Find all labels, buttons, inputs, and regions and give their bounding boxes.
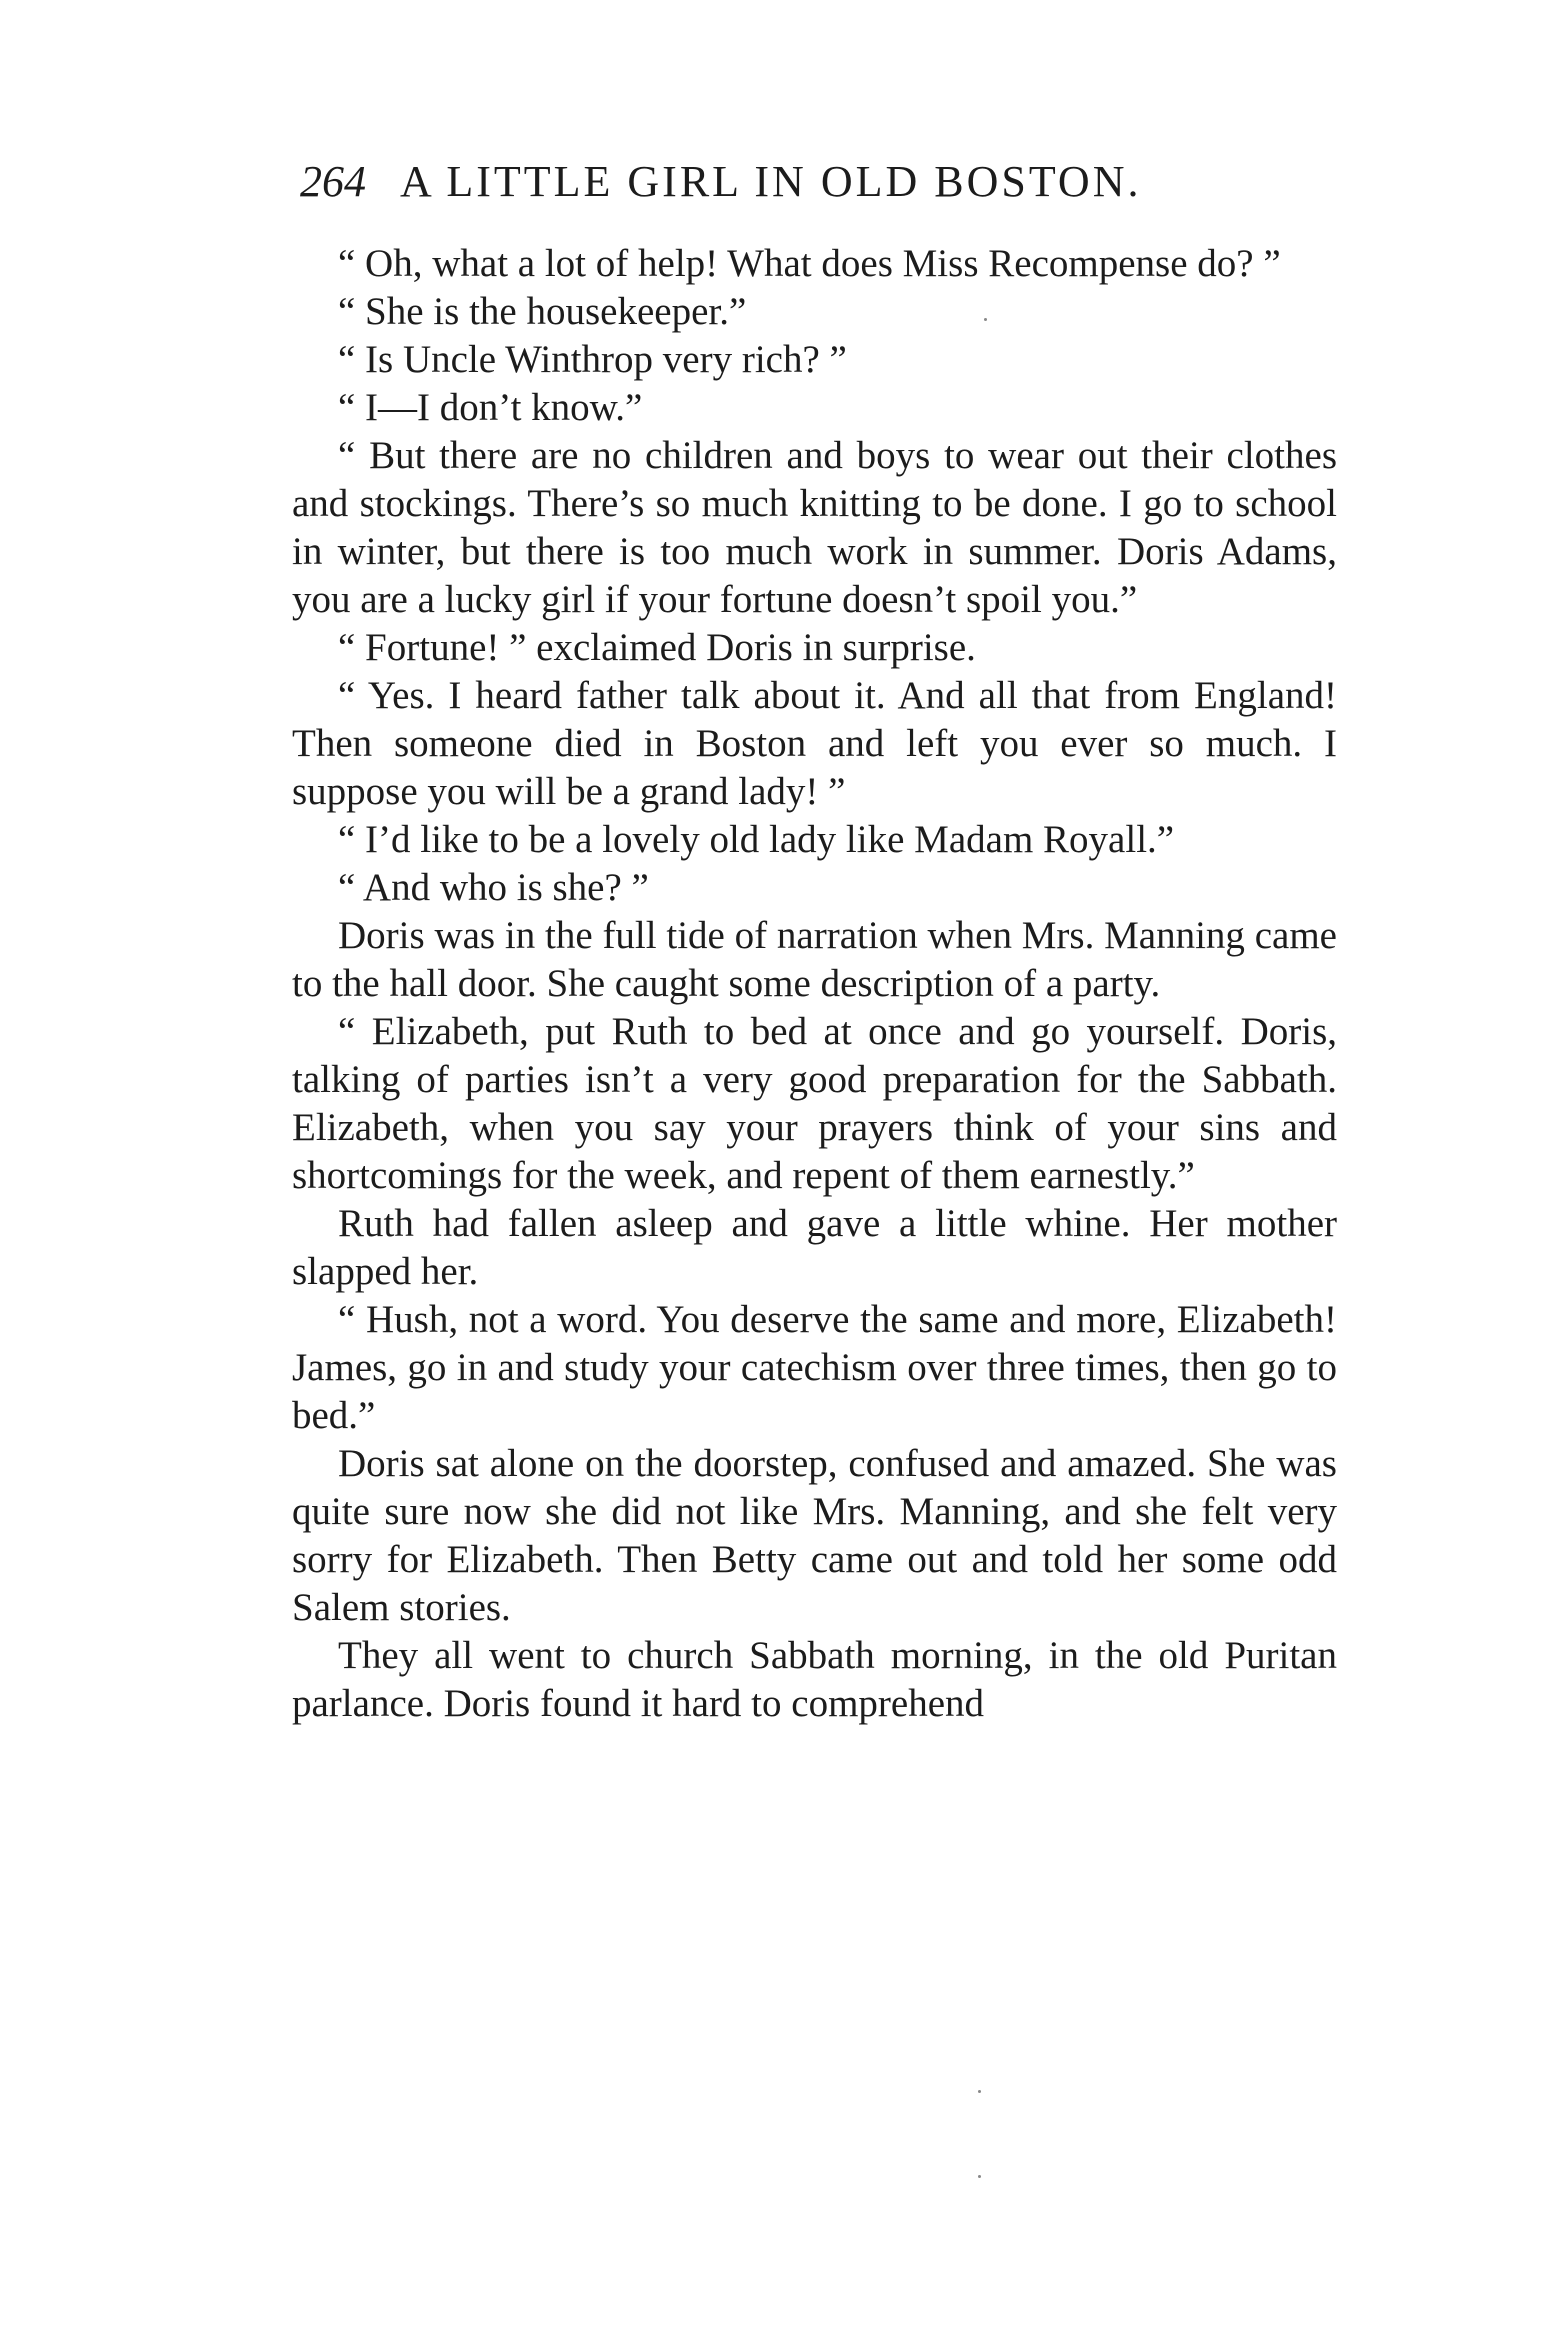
book-title: A LITTLE GIRL IN OLD BOSTON.	[400, 157, 1142, 206]
paragraph: “ Elizabeth, put Ruth to bed at once and go yourself. Doris, talking of parties isn’t a very good preparation for the Sabbath. Elizabeth, when you say your prayers think of your sins and shortcomings for the week, and repent of them earnestly.”	[292, 1010, 1337, 1197]
paragraph: They all went to church Sabbath morning, in the old Puritan parlance. Doris found it hard to comprehend	[292, 1634, 1337, 1725]
paragraph: Doris was in the full tide of narration when Mrs. Manning came to the hall door. She caught some description of a party.	[292, 914, 1337, 1005]
paragraph: “ Oh, what a lot of help! What does Miss Recompense do? ”	[338, 242, 1281, 285]
running-head	[300, 152, 1300, 212]
paper-speck	[978, 2175, 981, 2178]
paragraph: Ruth had fallen asleep and gave a little whine. Her mother slapped her.	[292, 1202, 1337, 1293]
paragraph: “ She is the housekeeper.”	[338, 290, 747, 333]
paragraph: “ But there are no children and boys to wear out their clothes and stockings. There’s so much knitting to be done. I go to school in winter, but there is too much work in summer. Doris Adams, you are a lucky girl if your fortune doesn’t spoil you.”	[292, 434, 1337, 621]
paper-speck	[978, 2090, 981, 2093]
paragraph: “ Is Uncle Winthrop very rich? ”	[338, 338, 847, 381]
paragraph: “ Hush, not a word. You deserve the same and more, Elizabeth! James, go in and study your catechism over three times, then go to bed.”	[292, 1298, 1337, 1437]
body-text	[292, 240, 1337, 1728]
paragraph: Doris sat alone on the doorstep, confused and amazed. She was quite sure now she did not like Mrs. Manning, and she felt very sorry for Elizabeth. Then Betty came out and told her some odd Salem stories.	[292, 1442, 1337, 1629]
paragraph: “ I’d like to be a lovely old lady like Madam Royall.”	[338, 818, 1175, 861]
paper-speck	[984, 318, 987, 321]
paragraph: “ I—I don’t know.”	[338, 386, 643, 429]
page-number: 264	[300, 157, 366, 206]
paragraph: “ Fortune! ” exclaimed Doris in surprise.	[338, 626, 976, 669]
paragraph: “ Yes. I heard father talk about it. And all that from England! Then someone died in Boston and left you ever so much. I suppose you will be a grand lady! ”	[292, 674, 1337, 813]
paragraph: “ And who is she? ”	[338, 866, 649, 909]
